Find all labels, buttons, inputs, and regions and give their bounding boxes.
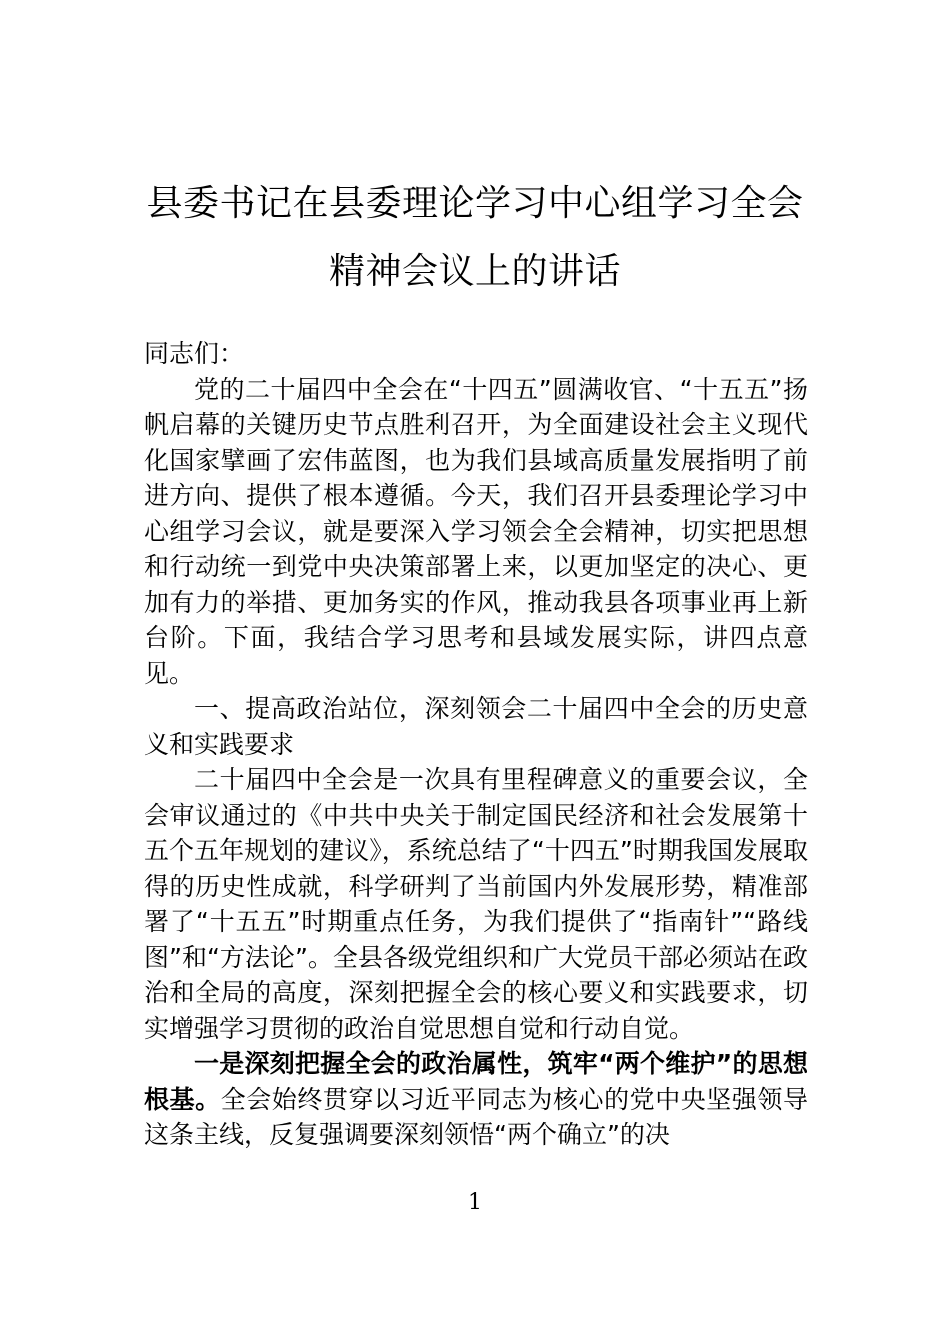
title-line-1: 县委书记在县委理论学习中心组学习全会 (146, 183, 804, 224)
section-heading-1: 一、提高政治站位，深刻领会二十届四中全会的历史意义和实践要求 (144, 694, 808, 759)
point-1-text: 全会始终贯穿以习近平同志为核心的党中央坚强领导这条主线，反复强调要深刻领悟“两个确立”的决 (144, 1084, 808, 1149)
section-1-paragraph: 二十届四中全会是一次具有里程碑意义的重要会议，全会审议通过的《中共中央关于制定国民经济和社会发展第十五个五年规划的建议》，系统总结了“十四五”时期我国发展取得的历史性成就，科学研判了当前国内外发展形势，精准部署了“十五五”时期重点任务，为我们提供了“指南针”“路线图”和“方法论”。全县各级党组织和广大党员干部必须站在政治和全局的高度，深刻把握全会的核心要义和实践要求，切实增强学习贯彻的政治自觉思想自觉和行动自觉。 (144, 765, 808, 1043)
point-1-lead: 一是深刻把握全会的政治属性，筑牢“两个维护”的思想根基。 (144, 1049, 808, 1114)
title-line-2: 精神会议上的讲话 (328, 251, 621, 292)
salutation: 同志们： (144, 339, 245, 368)
intro-paragraph: 党的二十届四中全会在“十四五”圆满收官、“十五五”扬帆启幕的关键历史节点胜利召开，为全面建设社会主义现代化国家擘画了宏伟蓝图，也为我们县域高质量发展指明了前进方向、提供了根本遵循。今天，我们召开县委理论学习中心组学习会议，就是要深入学习领会全会精神，切实把思想和行动统一到党中央决策部署上来，以更加坚定的决心、更加有力的举措、更加务实的作风，推动我县各项事业再上新台阶。下面，我结合学习思考和县域发展实际，讲四点意见。 (144, 374, 808, 688)
point-1-paragraph (144, 1046, 808, 1153)
document-title (140, 170, 810, 306)
page-number: 1 (468, 1190, 482, 1215)
document-body (144, 336, 808, 1153)
